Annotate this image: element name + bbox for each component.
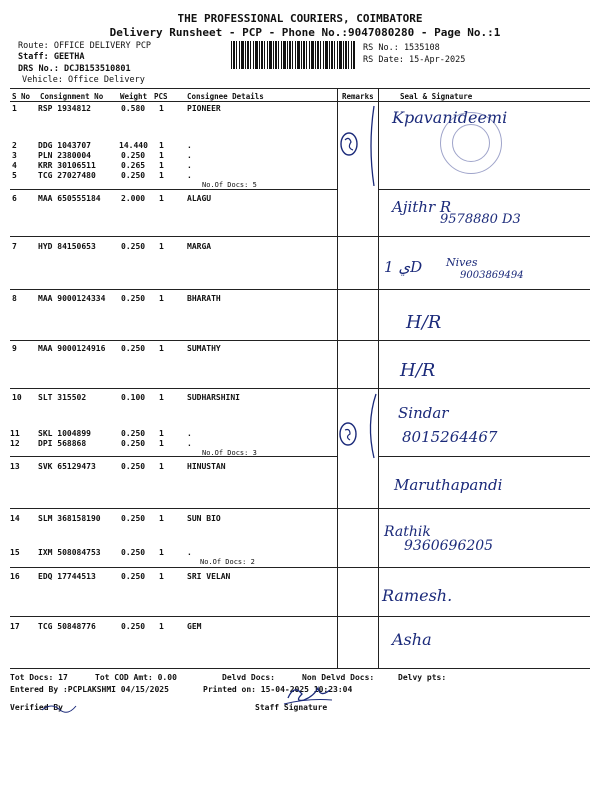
table-bottom-line — [10, 668, 590, 669]
pcs: 1 — [159, 548, 164, 557]
remark-stroke-icon — [366, 104, 380, 186]
weight: 0.100 — [121, 393, 146, 402]
consignment-no: MAA 9000124334 — [38, 294, 106, 303]
docs-count: No.Of Docs: 2 — [200, 558, 255, 566]
group-line — [10, 616, 590, 617]
staff: Staff: GEETHA — [18, 52, 85, 62]
verified-mark-icon — [40, 700, 80, 716]
entered-by: Entered By :PCPLAKSHMI 04/15/2025 — [10, 685, 169, 694]
verified-by: Verified By — [10, 703, 63, 712]
consignment-no: SLM 368158190 — [38, 514, 101, 523]
docs-count: No.Of Docs: 3 — [202, 449, 257, 457]
signature: H/R — [406, 312, 442, 333]
delivered-docs: Delvd Docs: — [222, 673, 275, 682]
table-top-line — [10, 88, 590, 89]
signature: Ramesh. — [382, 586, 453, 605]
weight: 0.250 — [121, 572, 146, 581]
pcs: 1 — [159, 161, 164, 170]
staff-signature-mark-icon — [282, 680, 334, 710]
signature: Maruthapandi — [394, 476, 503, 494]
consignment-no: RSP 1934812 — [38, 104, 91, 113]
group-line — [10, 189, 337, 190]
signature: Ajithr R — [392, 198, 452, 216]
weight: 0.250 — [121, 242, 146, 251]
sno: 17 — [10, 622, 20, 631]
consignee: . — [187, 548, 192, 557]
sno: 2 — [12, 141, 17, 150]
sno: 4 — [12, 161, 17, 170]
sno: 12 — [10, 439, 20, 448]
sno: 8 — [12, 294, 17, 303]
sno: 3 — [12, 151, 17, 160]
consignment-no: EDQ 17744513 — [38, 572, 96, 581]
weight: 0.250 — [121, 151, 146, 160]
consignee: . — [187, 141, 192, 150]
col-weight: Weight — [120, 92, 148, 101]
group-line — [10, 236, 590, 237]
col-consignment: Consignment No — [40, 92, 104, 101]
consignee: MARGA — [187, 242, 212, 251]
consignment-no: KRR 30106511 — [38, 161, 96, 170]
group-line — [10, 340, 590, 341]
remarks-left-line — [337, 88, 338, 668]
signature: Rathik — [384, 524, 431, 540]
remark-stroke-icon — [340, 390, 380, 460]
total-docs: Tot Docs: 17 — [10, 673, 68, 682]
sno: 16 — [10, 572, 20, 581]
pcs: 1 — [159, 462, 164, 471]
pcs: 1 — [159, 294, 164, 303]
sno: 1 — [12, 104, 17, 113]
signature: 9578880 D3 — [440, 212, 521, 227]
pcs: 1 — [159, 393, 164, 402]
consignee: PIONEER — [187, 104, 221, 113]
consignee: HINUSTAN — [187, 462, 226, 471]
consignment-no: SKL 1004899 — [38, 429, 91, 438]
consignment-no: DDG 1043707 — [38, 141, 91, 150]
pcs: 1 — [159, 242, 164, 251]
consignment-no: TCG 50848776 — [38, 622, 96, 631]
group-line — [10, 289, 590, 290]
consignment-no: HYD 84150653 — [38, 242, 96, 251]
rs-number: RS No.: 1535108 — [363, 43, 440, 53]
sno: 7 — [12, 242, 17, 251]
weight: 0.250 — [121, 622, 146, 631]
consignee: . — [187, 171, 192, 180]
pcs: 1 — [159, 194, 164, 203]
signature: Kpavanideemi — [392, 108, 508, 127]
seal-stamp-inner-icon — [452, 124, 490, 162]
sno: 5 — [12, 171, 17, 180]
signature: ي 1D — [384, 258, 423, 276]
consignee: . — [187, 439, 192, 448]
signature: H/R — [400, 360, 436, 381]
total-cod: Tot COD Amt: 0.00 — [95, 673, 177, 682]
weight: 0.580 — [121, 104, 146, 113]
consignee: . — [187, 161, 192, 170]
weight: 2.000 — [121, 194, 146, 203]
consignee: SUN BIO — [187, 514, 221, 523]
consignee: GEM — [187, 622, 202, 631]
weight: 0.250 — [121, 429, 146, 438]
consignee: . — [187, 151, 192, 160]
col-remarks: Remarks — [342, 92, 374, 101]
sno: 13 — [10, 462, 20, 471]
weight: 0.250 — [121, 439, 146, 448]
weight: 0.250 — [121, 344, 146, 353]
consignee: ALAGU — [187, 194, 212, 203]
signature: 9003869494 — [460, 270, 524, 281]
pcs: 1 — [159, 514, 164, 523]
weight: 0.250 — [121, 294, 146, 303]
weight: 0.265 — [121, 161, 146, 170]
consignment-no: PLN 2380004 — [38, 151, 91, 160]
group-line — [378, 456, 590, 457]
weight: 0.250 — [121, 462, 146, 471]
signature: Nives — [446, 256, 478, 269]
col-pcs: PCS — [154, 92, 168, 101]
signature: 8015264467 — [402, 428, 498, 446]
consignment-no: SVK 65129473 — [38, 462, 96, 471]
signature: Sindar — [398, 404, 449, 422]
sno: 9 — [12, 344, 17, 353]
weight: 14.440 — [119, 141, 148, 150]
route: Route: OFFICE DELIVERY PCP — [18, 41, 152, 51]
vehicle: Vehicle: Office Delivery — [22, 75, 145, 85]
pcs: 1 — [159, 344, 164, 353]
weight: 0.250 — [121, 548, 146, 557]
consignee: BHARATH — [187, 294, 221, 303]
pcs: 1 — [159, 429, 164, 438]
staff-signature: Staff Signature — [255, 703, 328, 712]
sno: 11 — [10, 429, 20, 438]
pcs: 1 — [159, 104, 164, 113]
docs-count: No.Of Docs: 5 — [202, 181, 257, 189]
consignee: SUDHARSHINI — [187, 393, 240, 402]
consignment-no: SLT 315502 — [38, 393, 87, 402]
barcode — [231, 41, 355, 69]
table-header-line — [10, 101, 590, 102]
drs-number: DRS No.: DCJB153510801 — [18, 64, 131, 74]
remark-mark-icon — [338, 128, 360, 158]
rs-date: RS Date: 15-Apr-2025 — [363, 55, 466, 65]
consignment-no: MAA 650555184 — [38, 194, 101, 203]
pcs: 1 — [159, 171, 164, 180]
col-consignee: Consignee Details — [187, 92, 264, 101]
group-line — [378, 189, 590, 190]
pcs: 1 — [159, 439, 164, 448]
consignee: . — [187, 429, 192, 438]
non-delivered-docs: Non Delvd Docs: — [302, 673, 375, 682]
pcs: 1 — [159, 622, 164, 631]
group-line — [10, 388, 590, 389]
col-sno: S No — [12, 92, 31, 101]
col-signature: Seal & Signature — [400, 92, 473, 101]
consignment-no: IXM 508084753 — [38, 548, 101, 557]
pcs: 1 — [159, 141, 164, 150]
consignment-no: DPI 568868 — [38, 439, 87, 448]
delivery-points: Delvy pts: — [398, 673, 447, 682]
group-line — [10, 567, 590, 568]
sno: 10 — [12, 393, 22, 402]
weight: 0.250 — [121, 171, 146, 180]
signature: 9360696205 — [404, 538, 494, 554]
runsheet-title: Delivery Runsheet - PCP - Phone No.:9047080280 - Page No.:1 — [109, 26, 501, 39]
sno: 15 — [10, 548, 20, 557]
consignee: SUMATHY — [187, 344, 221, 353]
weight: 0.250 — [121, 514, 146, 523]
sno: 6 — [12, 194, 17, 203]
consignment-no: TCG 27027480 — [38, 171, 96, 180]
pcs: 1 — [159, 572, 164, 581]
signature: Asha — [392, 630, 432, 649]
pcs: 1 — [159, 151, 164, 160]
company-name: THE PROFESSIONAL COURIERS, COIMBATORE — [177, 12, 423, 25]
printed-on: Printed on: 15-04-2025 10:23:04 — [203, 685, 353, 694]
sno: 14 — [10, 514, 20, 523]
group-line — [10, 508, 590, 509]
consignment-no: MAA 9000124916 — [38, 344, 106, 353]
consignee: SRI VELAN — [187, 572, 231, 581]
group-line — [10, 456, 337, 457]
